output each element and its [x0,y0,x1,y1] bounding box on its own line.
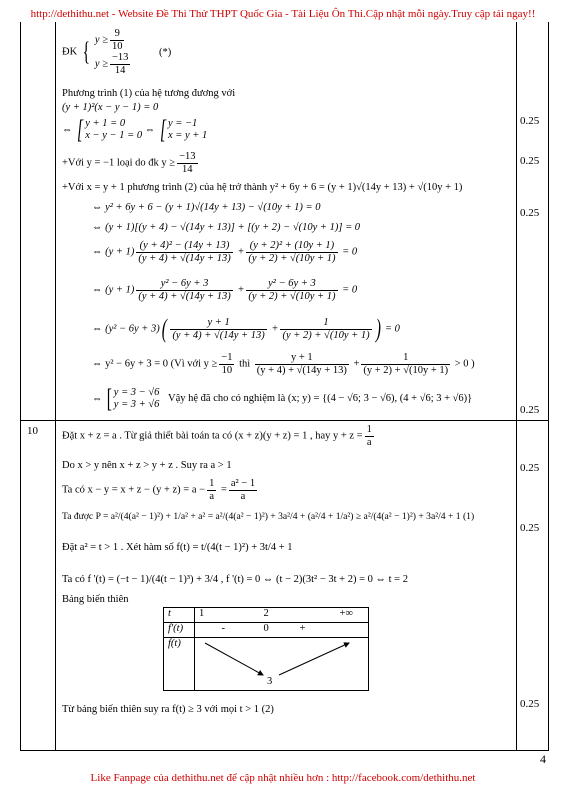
table-cell: f'(t) [164,623,195,638]
table-border-col [55,22,56,750]
table-min-value: 3 [267,676,273,687]
table-border-bottom [20,750,549,751]
math-line: ⇔ y² + 6y + 6 − (y + 1)√(14y + 13) − √(10y + 1) = 0 [92,202,321,213]
score: 0.25 [520,207,540,219]
score: 0.25 [520,115,540,127]
math-line: Đặt x + z = a . Từ giả thiết bài toán ta có (x + z)(y + z) = 1 , hay y + z = $\frac{1}{a}$ [62,424,372,448]
math-line: Đặt a² = t > 1 . Xét hàm số f(t) = t/(4(t − 1)²) + 3t/4 + 1 [62,542,293,553]
table-border-right [548,22,549,750]
table-border-left [20,22,21,750]
page-header[interactable]: http://dethithu.net - Website Đề Thi Thử THPT Quốc Gia - Tài Liệu Ôn Thi.Cập nhật mỗi ngày.Truy cập tải ngay!! [30,8,536,20]
score: 0.25 [520,522,540,534]
math-line: Ta có x − y = x + z − (y + z) = a − $\frac{1}{a}$ = $\frac{\text{a² − 1}}{a}$ [62,478,256,502]
math-line: ⇔ (y + 1)[(y + 4) − √(14y + 13)] + [(y + 2) − √(10y + 1)] = 0 [92,222,361,233]
table-cell: 1 2 +∞ [195,608,369,623]
page-number: 4 [540,752,546,766]
table-cell: t [164,608,195,623]
math-line: ⇔ y² − 6y + 3 = 0 (Vì với y ≥ $\frac{-1}{10}$ thì $\frac{y + 1}{(y + 4) + √(14y + 13)}$ + $\frac{1}{(y + 2) + √(10y + 1)}$ > 0 ) [92,352,475,376]
math-line: ⇔ (y + 1) $\frac{\text{(y + 4)² − (14y + 13)}}{(y + 4) + √(14y + 13)}$ + $\frac{\text{(y + 2)² + (10y + 1)}}{(y + 2) + √(10y + 1)}$ = 0 [92,240,358,264]
math-line: Ta có f '(t) = (−t − 1)/(4(t − 1)³) + 3/4 , f '(t) = 0 ⇔ (t − 2)(3t² − 3t + 2) = 0 ⇔ t = 2 [62,574,408,585]
decreasing-arrow [205,643,263,675]
math-line: ⇔ (y + 1) $\frac{\text{y² − 6y + 3}}{(y + 4) + √(14y + 13)}$ + $\frac{\text{y² − 6y + 3}}{(y + 2) + √(10y + 1)}$ = 0 [92,278,358,302]
question-number: 10 [27,425,38,437]
score: 0.25 [520,155,540,167]
text-line: Bảng biến thiên [62,594,129,605]
page-footer[interactable]: Like Fanpage của dethithu.net để cập nhật nhiều hơn : http://facebook.com/dethithu.net [90,772,476,784]
math-line: Do x > y nên x + z > y + z . Suy ra a > 1 [62,460,232,471]
increasing-arrow [279,643,349,675]
row-divider [20,420,549,421]
math-conclusion: ⇔ [ y = 3 − √6 y = 3 + √6 Vậy hệ đã cho có nghiệm là (x; y) = {(4 − √6; 3 − √6), (4 + √6; 3 + √6)} [92,384,473,413]
math-line: +Với y = −1 loại do đk y ≥ $\frac{-13}{14}$ [62,151,196,175]
score: 0.25 [520,698,540,710]
math-system: ⇔ [ y + 1 = 0 x − y − 1 = 0 ⇔ [ y = −1 x = y + 1 [62,115,208,144]
math-line: Từ bảng biến thiên suy ra f(t) ≥ 3 với mọi t > 1 (2) [62,704,274,715]
table-cell: f(t) [164,638,195,691]
table-cell: - 0 + [195,623,369,638]
score: 0.25 [520,404,540,416]
math-line: ⇔ (y² − 6y + 3)( $\frac{y + 1}{(y + 4) + √(14y + 13)}$ + $\frac{1}{(y + 2) + √(10y + 1)}$ ) = 0 [92,314,400,343]
condition-block: ĐK { y ≥ $\frac{9}{10}$ y ≥ $\frac{-13}{14}$ (*) [62,28,172,76]
text-line: Phương trình (1) của hệ tương đương với [62,88,236,99]
math-line: Ta được P = a²/(4(a² − 1)²) + 1/a² + a² = a²/(4(a² − 1)²) + 3a²/4 + (a²/4 + 1/a²) ≥ a²/(4(a² − 1)²) + 3a²/4 + 1 (1) [62,511,475,522]
score: 0.25 [520,462,540,474]
math-line: (y + 1)²(x − y − 1) = 0 [62,102,159,113]
table-border-score [516,22,517,750]
math-line: +Với x = y + 1 phương trình (2) của hệ trở thành y² + 6y + 6 = (y + 1)√(14y + 13) + √(10y + 1) [62,182,463,193]
